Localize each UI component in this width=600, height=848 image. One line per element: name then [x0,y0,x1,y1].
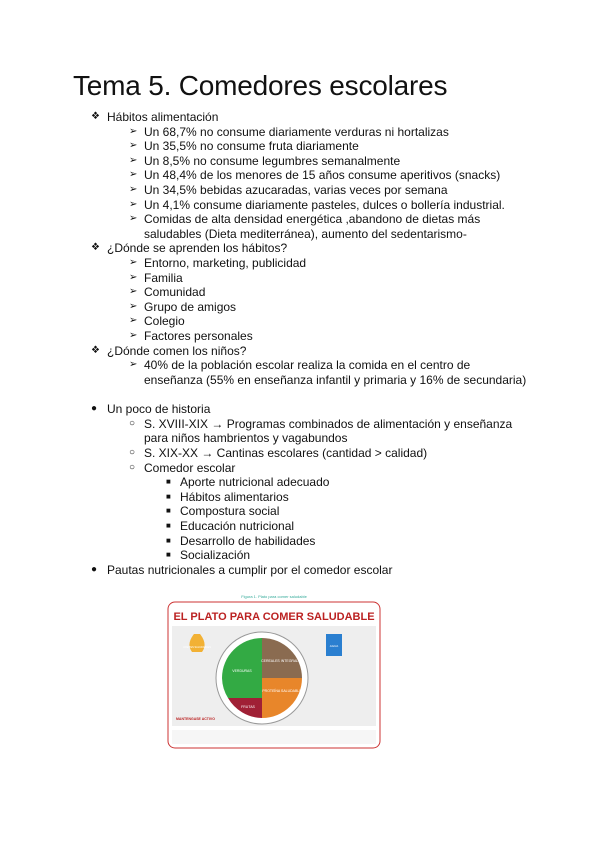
list-item: ○ Comedor escolar [129,460,236,475]
list-item: ■ Compostura social [166,504,280,519]
list-item: ➢ Factores personales [129,328,253,343]
bullet-icon: ➢ [129,329,138,341]
list-item: ❖ ¿Dónde se aprenden los hábitos? [91,241,288,256]
bullet-icon: ➢ [129,213,138,225]
list-item: ■ Hábitos alimentarios [166,489,289,504]
bullet-icon: ➢ [129,183,138,195]
bullet-icon: ➢ [129,286,138,298]
bullet-icon: ● [91,403,98,415]
bullet-icon: ➢ [129,359,138,371]
aceites-label: ACEITES SALUDABLES [183,646,211,649]
list-item: ❖ Hábitos alimentación [91,110,219,124]
figure-caption: Figura 1. Plato para comer saludable [241,594,307,599]
bullet-icon: ➢ [129,125,138,137]
list-item: ➢ 40% de la población escolar realiza la comida en el centro de enseñanza (55% en enseñanza infantil y primaria y 16% de secundaria) [129,358,527,387]
bullet-icon: ○ [129,417,136,429]
bullet-icon: ○ [129,447,136,459]
bullet-icon: ■ [166,506,171,516]
list-item: ➢ Comidas de alta densidad energética ,abandono de dietas más saludables (Dieta mediterránea), aumento del sedentarismo- [129,212,481,241]
list-item: ➢ Familia [129,270,183,285]
page-title: Tema 5. Comedores escolares [73,70,448,101]
list-item: ■ Socialización [166,548,251,563]
list-item: ➢ Un 4,1% consume diariamente pasteles, dulces o bollería industrial. [129,197,505,212]
list-item: ■ Desarrollo de habilidades [166,533,316,548]
bullet-icon: ❖ [91,111,100,122]
list-item: ➢ Un 8,5% no consume legumbres semanalmente [129,153,401,168]
list-item: ○ S. XIX-XX → Cantinas escolares (cantidad > calidad) [129,446,428,461]
bullet-icon: ➢ [129,169,138,181]
healthy-plate-figure [166,592,382,750]
verduras-label: VERDURAS [232,669,252,673]
activo-label: MANTENGASE ACTIVO [176,717,215,721]
proteina-label: PROTEÍNA SALUDABLE [262,689,302,693]
bullet-icon: ➢ [129,271,138,283]
list-item: ○ S. XVIII-XIX → Programas combinados de alimentación y enseñanza para niños hambrientos y vagabundos [129,416,513,446]
list-item: ➢ Un 34,5% bebidas azucaradas, varias veces por semana [129,182,448,197]
agua-label: AGUA [329,644,339,648]
list-item: ■ Educación nutricional [166,519,295,534]
figure-title: EL PLATO PARA COMER SALUDABLE [173,611,375,623]
list-item: ➢ Entorno, marketing, publicidad [129,255,307,270]
list-item: ➢ Un 48,4% de los menores de 15 años consume aperitivos (snacks) [129,168,501,183]
bullet-icon: ➢ [129,154,138,166]
bullet-icon: ■ [166,491,171,501]
cereales-label: CEREALES INTEGRALES [261,659,303,663]
list-item: ➢ Comunidad [129,285,206,300]
list-item: ➢ Un 35,5% no consume fruta diariamente [129,139,359,154]
bullet-icon: ■ [166,477,171,487]
bullet-icon: ➢ [129,315,138,327]
list-item: ➢ Un 68,7% no consume diariamente verduras ni hortalizas [129,124,449,139]
bullet-icon: ● [91,563,98,575]
bullet-icon: ➢ [129,140,138,152]
list-item: ● Pautas nutricionales a cumplir por el comedor escolar [91,562,393,577]
bullet-icon: ➢ [129,198,138,210]
list-item: ➢ Colegio [129,314,185,329]
frutas-label: FRUTAS [241,705,255,709]
bullet-icon: ■ [166,535,171,545]
bullet-icon: ❖ [91,344,100,356]
bullet-icon: ■ [166,550,171,560]
bullet-icon: ○ [129,461,136,473]
bullet-icon: ❖ [91,242,100,254]
list-item: ➢ Grupo de amigos [129,299,237,314]
list-item: ❖ ¿Dónde comen los niños? [91,343,247,358]
bullet-icon: ➢ [129,256,138,268]
list-item: ■ Aporte nutricional adecuado [166,475,330,490]
bullet-icon: ■ [166,521,171,531]
list-item: ● Un poco de historia [91,402,211,417]
bullet-icon: ➢ [129,300,138,312]
